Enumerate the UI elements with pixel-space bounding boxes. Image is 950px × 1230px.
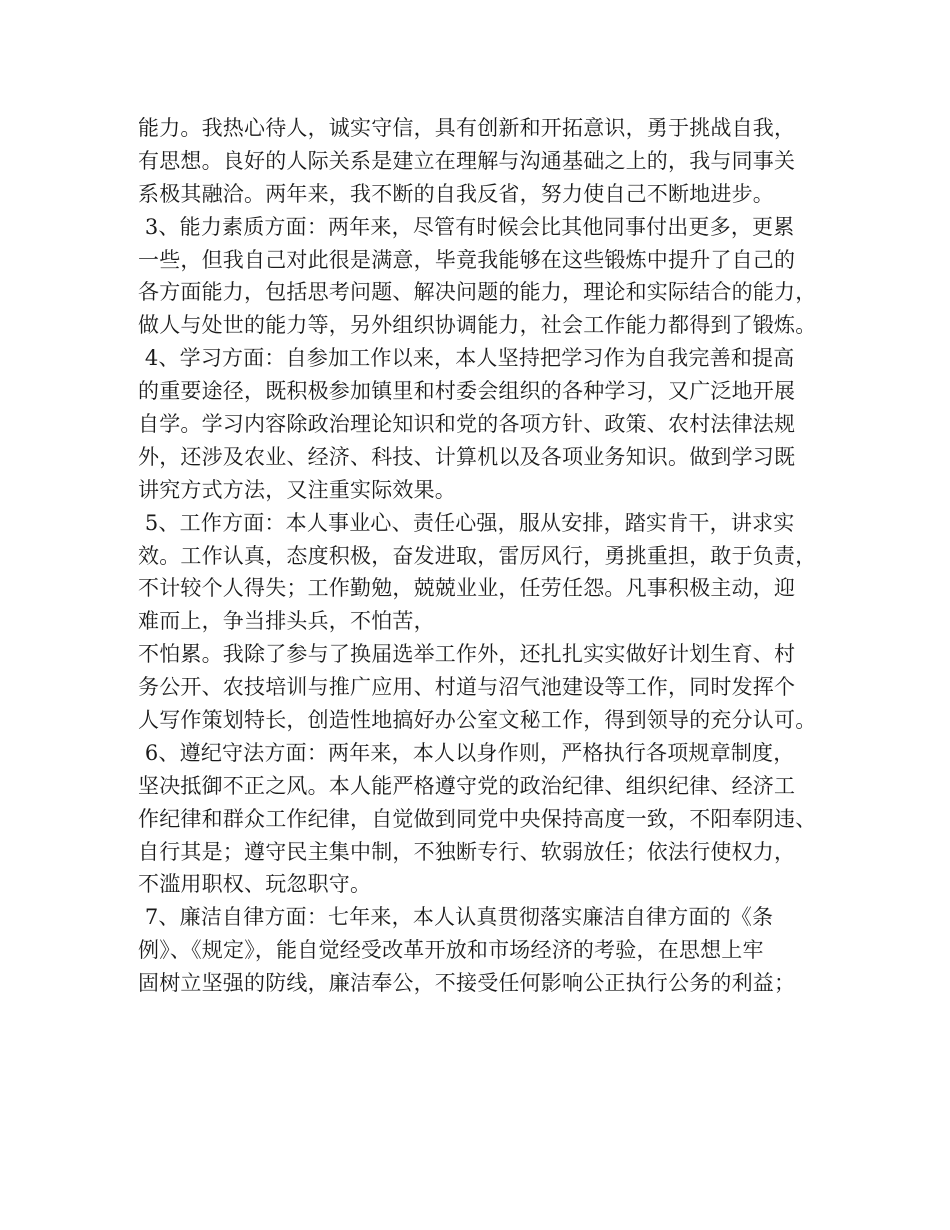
- text-line: 例》、《规定》，能自觉经受改革开放和市场经济的考验，在思想上牢: [138, 938, 764, 963]
- section-heading-line: 4、学习方面：自参加工作以来，本人坚持把学习作为自我完善和提高: [138, 346, 795, 371]
- text-line: 自行其是；遵守民主集中制，不独断专行、软弱放任；依法行使权力，: [138, 839, 796, 864]
- text-line: 能力。我热心待人，诚实守信，具有创新和开拓意识，勇于挑战自我，: [138, 116, 796, 140]
- text-line: 自学。学习内容除政治理论知识和党的各项方针、政策、农村法律法规: [138, 412, 796, 437]
- text-line: 不计较个人得失；工作勤勉，兢兢业业，任劳任怨。凡事积极主动，迎: [138, 576, 796, 601]
- section-heading-line: 3、能力素质方面：两年来，尽管有时候会比其他同事付出更多，更累: [138, 214, 795, 239]
- section-heading-line: 5、工作方面：本人事业心、责任心强，服从安排，踏实肯干，讲求实: [138, 510, 795, 535]
- text-line: 系极其融洽。两年来，我不断的自我反省，努力使自己不断地进步。: [138, 181, 774, 206]
- text-line: 坚决抵御不正之风。本人能严格遵守党的政治纪律、组织纪律、经济工: [138, 773, 796, 798]
- text-line: 人写作策划特长，创造性地搞好办公室文秘工作，得到领导的充分认可。: [138, 708, 817, 733]
- text-line: 一些，但我自己对此很是满意，毕竟我能够在这些锻炼中提升了自己的: [138, 247, 796, 272]
- text-line: 做人与处世的能力等，另外组织协调能力，社会工作能力都得到了锻炼。: [138, 313, 817, 338]
- text-line: 不滥用职权、玩忽职守。: [138, 872, 372, 897]
- section-heading-line: 6、遵纪守法方面：两年来，本人以身作则，严格执行各项规章制度，: [138, 740, 795, 765]
- text-line: 效。工作认真，态度积极，奋发进取，雷厉风行，勇挑重担，敢于负责，: [138, 543, 817, 568]
- section-heading-line: 7、廉洁自律方面：七年来，本人认真贯彻落实廉洁自律方面的《条: [138, 905, 774, 930]
- text-line: 务公开、农技培训与推广应用、村道与沼气池建设等工作，同时发挥个: [138, 675, 796, 700]
- text-line: 作纪律和群众工作纪律，自觉做到同党中央保持高度一致，不阳奉阴违、: [138, 806, 817, 831]
- text-line: 各方面能力，包括思考问题、解决问题的能力，理论和实际结合的能力，: [138, 280, 817, 305]
- text-line: 外，还涉及农业、经济、科技、计算机以及各项业务知识。做到学习既: [138, 444, 796, 469]
- document-body: [138, 112, 828, 1000]
- text-line: 固树立坚强的防线，廉洁奉公，不接受任何影响公正执行公务的利益；: [138, 971, 796, 996]
- text-line: 有思想。良好的人际关系是建立在理解与沟通基础之上的，我与同事关: [138, 148, 796, 173]
- text-line: 不怕累。我除了参与了换届选举工作外，还扎扎实实做好计划生育、村: [138, 642, 796, 667]
- text-line: 讲究方式方法，又注重实际效果。: [138, 477, 456, 502]
- text-line: 难而上，争当排头兵，不怕苦，: [138, 609, 435, 634]
- text-line: 的重要途径，既积极参加镇里和村委会组织的各种学习，又广泛地开展: [138, 379, 796, 404]
